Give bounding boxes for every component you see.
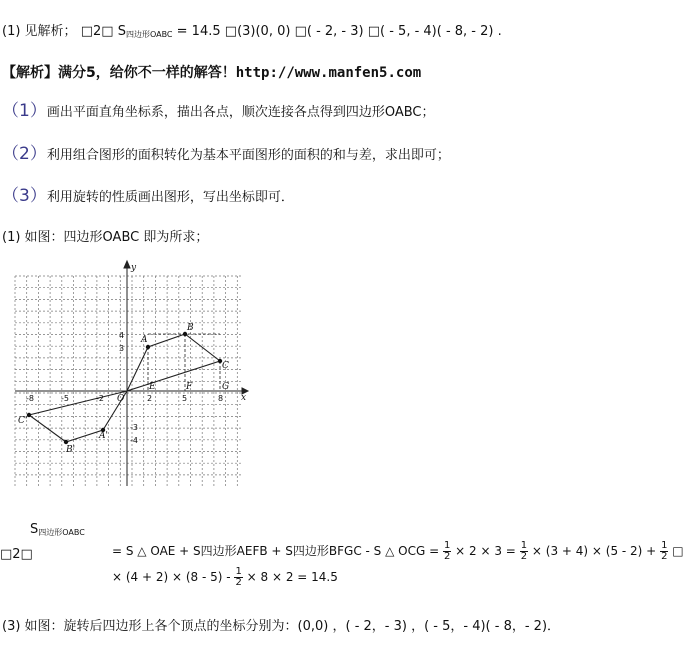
calc-box: □ bbox=[672, 544, 684, 558]
fraction-half-4: $\frac{1}{2}$ bbox=[235, 566, 242, 588]
solution-3: (3) 如图：旋转后四边形上各个顶点的坐标分别为：(0,0) ，( - 2，- 3) ，( - 5，- 4)( - 8，- 2)． bbox=[2, 619, 561, 634]
calc-line-1 bbox=[112, 541, 684, 562]
area-value: = 14.5 bbox=[176, 24, 221, 39]
point-label-F: F bbox=[186, 382, 193, 392]
calc-lhs bbox=[30, 522, 85, 538]
x-axis-label: x bbox=[241, 393, 247, 403]
calc-line-2-tail: × 8 × 2 = 14.5 bbox=[246, 570, 338, 584]
answer-part3-label: □(3)(0, 0) bbox=[224, 24, 291, 39]
answer-part2-label: □2□ bbox=[80, 24, 114, 39]
point-label-O: O bbox=[117, 394, 125, 404]
vertex-points bbox=[27, 332, 222, 444]
step-3-number: （3） bbox=[2, 186, 47, 206]
point-label-C: C bbox=[222, 361, 229, 371]
fraction-half-2: $\frac{1}{2}$ bbox=[520, 540, 528, 562]
point-label-A1: A' bbox=[99, 431, 108, 441]
step-3 bbox=[2, 181, 294, 206]
fraction-half-1: $\frac{1}{2}$ bbox=[443, 540, 451, 562]
area-subscript: 四边形OABC bbox=[125, 30, 173, 39]
calc-line-2 bbox=[112, 567, 338, 588]
coordinate-figure bbox=[10, 258, 260, 498]
helper-lines bbox=[148, 334, 220, 391]
calc-lhs-symbol: S bbox=[30, 522, 39, 537]
calc-lhs-sub: 四边形OABC bbox=[38, 528, 85, 537]
x-tick--8: -8 bbox=[26, 394, 34, 403]
y-tick--4: -4 bbox=[130, 436, 138, 445]
grid bbox=[15, 276, 242, 486]
x-tick-8: 8 bbox=[218, 394, 224, 403]
x-tick--5: -5 bbox=[61, 394, 69, 403]
calc-line-2-main: × (4 + 2) × (8 - 5) - bbox=[112, 570, 231, 584]
answer-end: . bbox=[497, 24, 502, 39]
y-tick-3: 3 bbox=[119, 344, 125, 353]
x-tick-5: 5 bbox=[182, 394, 188, 403]
point-label-A: A bbox=[141, 335, 148, 345]
y-tick--3: -3 bbox=[130, 423, 138, 432]
point-label-C1: C' bbox=[18, 416, 28, 426]
y-axis-arrow bbox=[124, 261, 130, 268]
y-axis-label: y bbox=[131, 263, 137, 273]
solution-1: (1) 如图：四边形OABC 即为所求； bbox=[2, 230, 209, 245]
calc-line-1-tail: × 2 × 3 = bbox=[455, 544, 516, 558]
answer-coord3: □( - 5, - 4)( - 8, - 2) bbox=[367, 24, 494, 39]
point-label-B1: B' bbox=[66, 445, 76, 455]
analysis-url[interactable]: http://www.manfen5.com bbox=[235, 65, 422, 81]
step-2-number: （2） bbox=[2, 144, 47, 164]
analysis-title: 【解析】满分5，给你不一样的解答！ bbox=[2, 65, 236, 81]
calc-label: □2□ bbox=[0, 547, 33, 562]
point-label-B: B bbox=[187, 323, 194, 333]
answer-coord2: □( - 2, - 3) bbox=[294, 24, 364, 39]
answer-summary bbox=[2, 20, 502, 40]
area-symbol: S bbox=[117, 24, 126, 39]
x-tick-2: 2 bbox=[147, 394, 153, 403]
calc-line-1-tail2: × (3 + 4) × (5 - 2) + bbox=[531, 544, 657, 558]
step-1-text: 画出平面直角坐标系，描出各点，顺次连接各点得到四边形OABC； bbox=[46, 105, 435, 120]
step-2-text: 利用组合图形的面积转化为基本平面图形的面积的和与差，求出即可； bbox=[46, 148, 450, 163]
x-tick--2: -2 bbox=[96, 394, 104, 403]
point-label-G: G bbox=[222, 382, 230, 392]
answer-part1: (1) 见解析； bbox=[2, 24, 77, 39]
fraction-half-3: $\frac{1}{2}$ bbox=[661, 540, 668, 562]
y-tick-4: 4 bbox=[119, 331, 125, 340]
analysis-heading bbox=[2, 62, 421, 82]
point-label-E: E bbox=[149, 382, 156, 392]
calc-line-1-main: = S △ OAE + S四边形AEFB + S四边形BFGC - S △ OCG = bbox=[112, 544, 440, 558]
step-1 bbox=[2, 96, 435, 121]
step-2 bbox=[2, 139, 450, 164]
step-1-number: （1） bbox=[2, 101, 47, 121]
step-3-text: 利用旋转的性质画出图形，写出坐标即可． bbox=[46, 190, 294, 205]
